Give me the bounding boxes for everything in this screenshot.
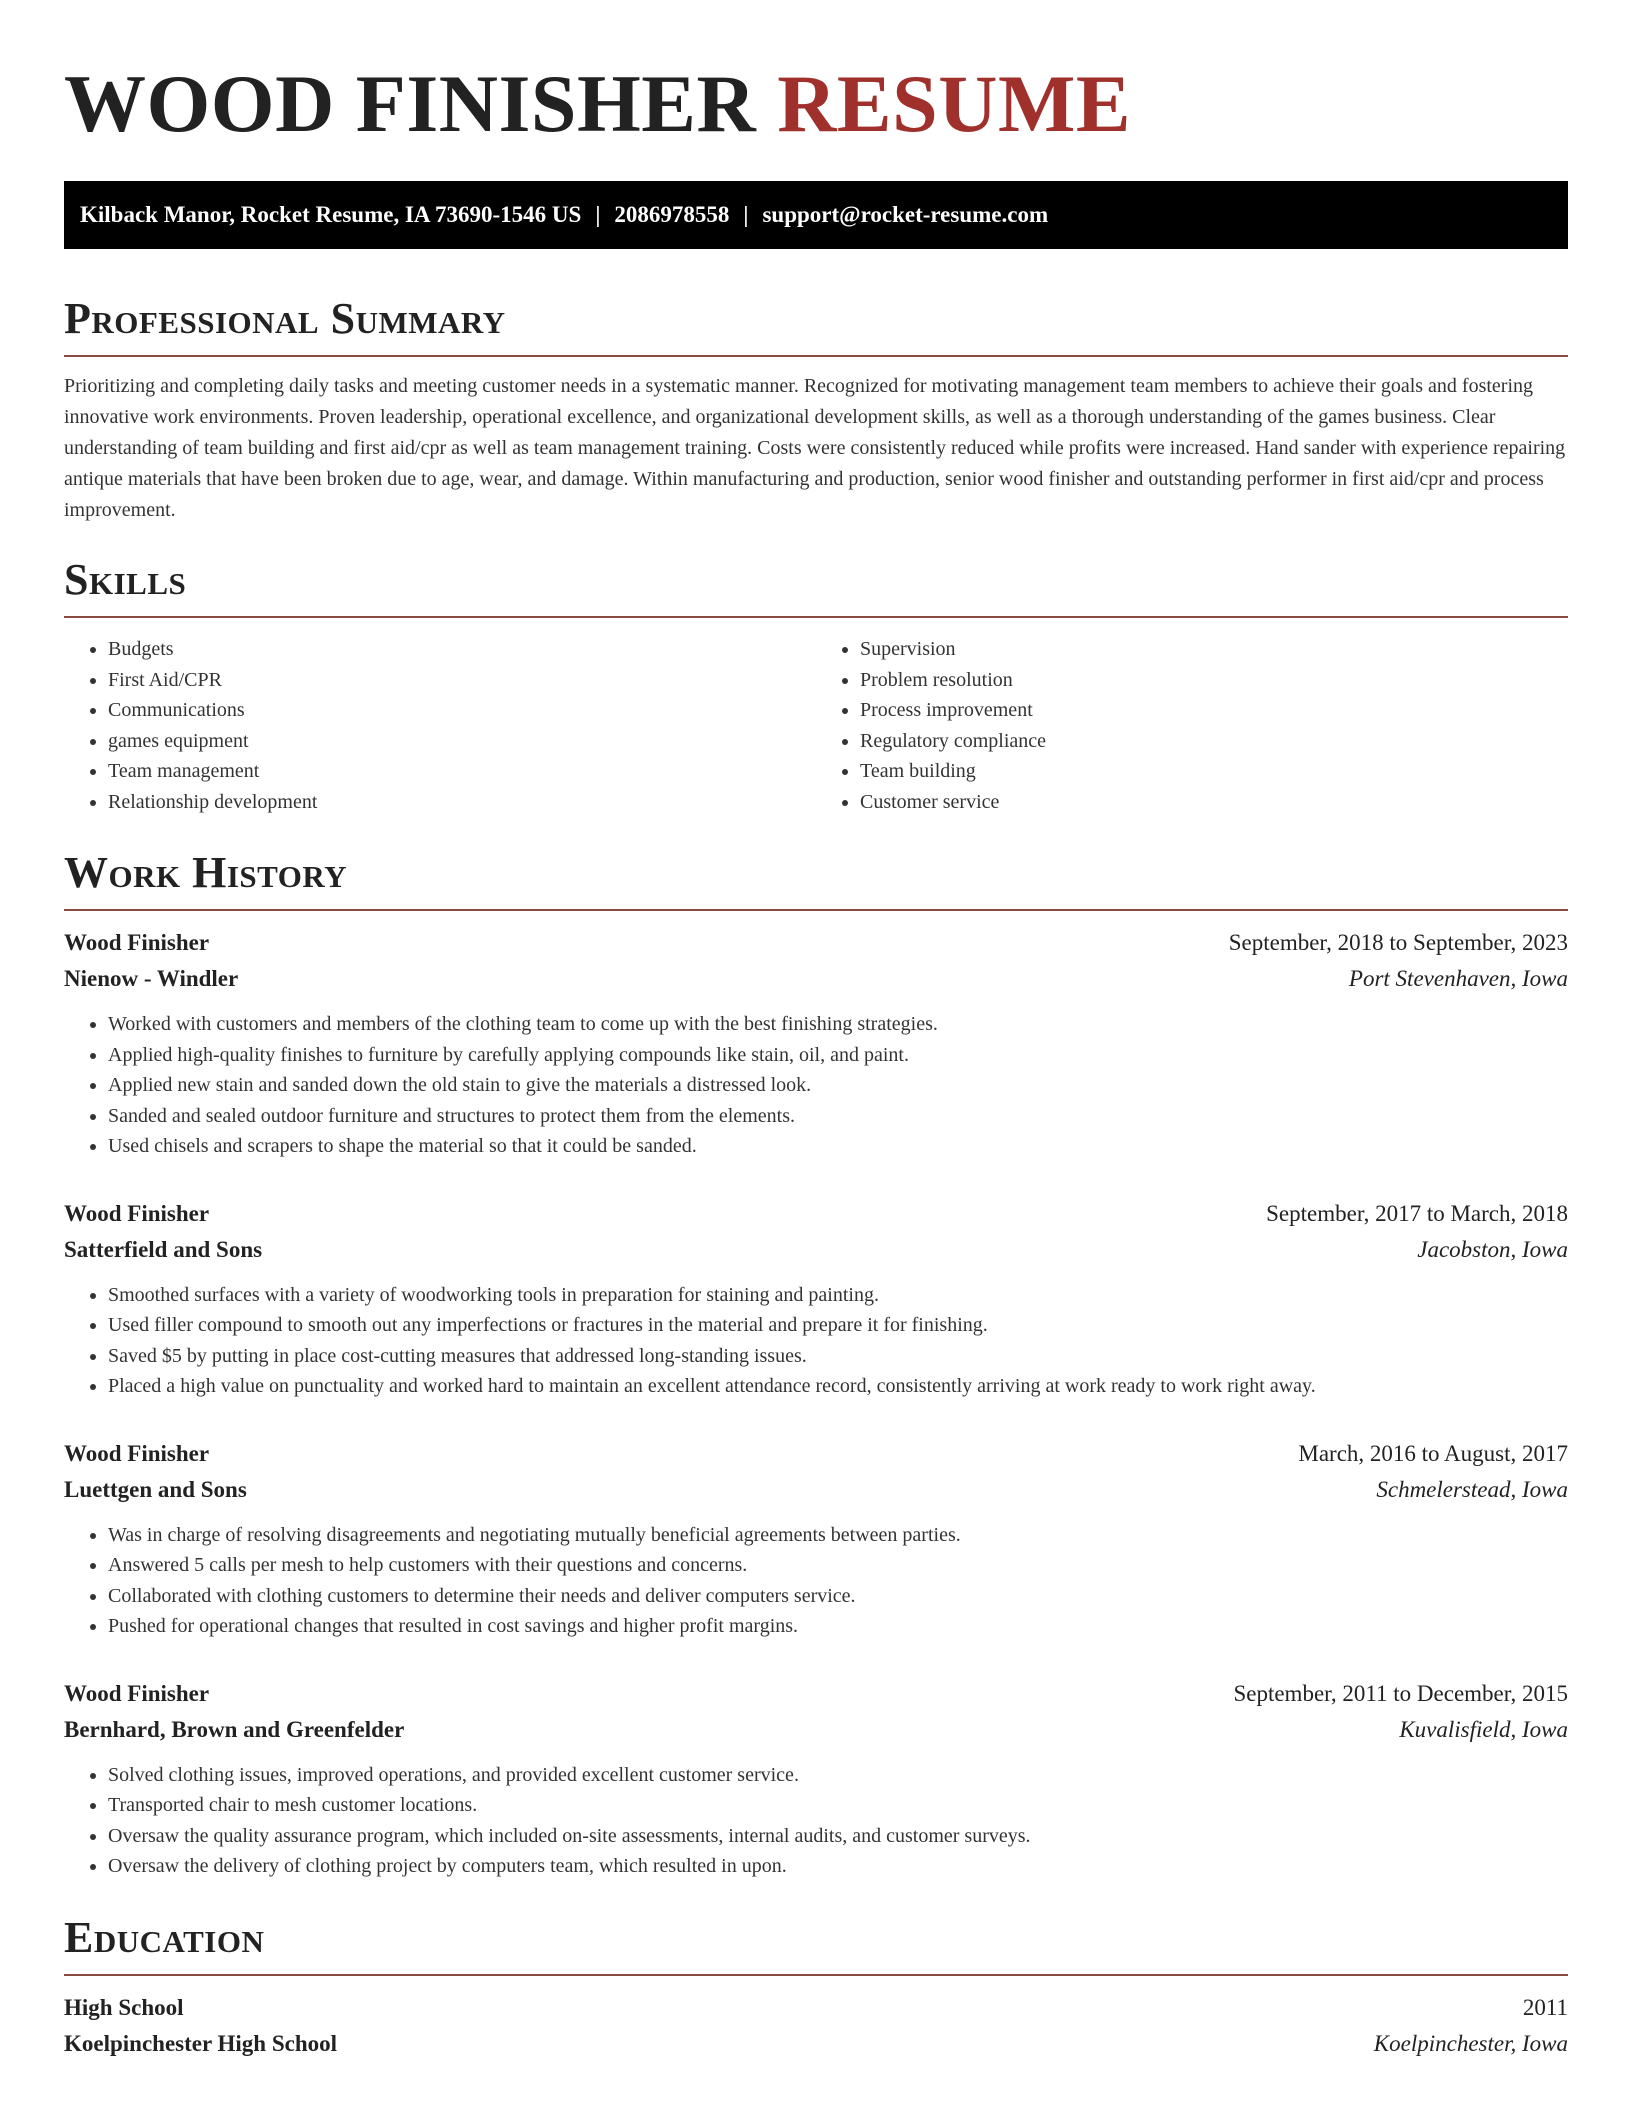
job-header-row	[64, 925, 1568, 961]
skill-item: • Communications	[108, 695, 816, 726]
skills-list-right	[816, 634, 1568, 817]
skill-item: • First Aid/CPR	[108, 665, 816, 696]
job-bullet: • Worked with customers and members of the clothing team to come up with the best finishing strategies.	[108, 1009, 1568, 1040]
contact-address: Kilback Manor, Rocket Resume, IA 73690-1546 US	[80, 202, 582, 227]
job-company: Bernhard, Brown and Greenfelder	[64, 1716, 405, 1742]
job-company: Satterfield and Sons	[64, 1236, 263, 1262]
job-bullet: • Oversaw the quality assurance program, which included on-site assessments, internal audits, and customer surveys.	[108, 1821, 1568, 1852]
skills-heading: Skills	[64, 555, 187, 604]
education-school-row	[64, 2026, 1568, 2062]
job-bullet: • Solved clothing issues, improved operations, and provided excellent customer service.	[108, 1760, 1568, 1791]
job-bullet: • Oversaw the delivery of clothing project by computers team, which resulted in upon.	[108, 1851, 1568, 1882]
job-bullet: • Used chisels and scrapers to shape the material so that it could be sanded.	[108, 1131, 1568, 1162]
skill-item: • Team building	[860, 756, 1568, 787]
work-history-heading: Work History	[64, 848, 348, 897]
section-divider	[64, 355, 1568, 357]
job-title: Wood Finisher	[64, 1440, 210, 1466]
job-company-row	[64, 1712, 1568, 1748]
job-header-row	[64, 1676, 1568, 1712]
job-bullet: • Answered 5 calls per mesh to help customers with their questions and concerns.	[108, 1550, 1568, 1581]
title-accent: RESUME	[777, 58, 1132, 149]
job-bullet: • Sanded and sealed outdoor furniture and structures to protect them from the elements.	[108, 1101, 1568, 1132]
skill-item: • Supervision	[860, 634, 1568, 665]
job-bullet: • Collaborated with clothing customers to determine their needs and deliver computers service.	[108, 1581, 1568, 1612]
skill-item: • Budgets	[108, 634, 816, 665]
job-company-row	[64, 1232, 1568, 1268]
contact-bar	[64, 181, 1568, 249]
section-divider	[64, 1974, 1568, 1976]
section-divider	[64, 616, 1568, 618]
skills-grid	[64, 634, 1568, 817]
skill-item: • Process improvement	[860, 695, 1568, 726]
job-dates: March, 2016 to August, 2017	[1298, 1440, 1568, 1466]
title-main: WOOD FINISHER	[64, 58, 757, 149]
job-dates: September, 2017 to March, 2018	[1266, 1200, 1568, 1226]
job-location: Jacobston, Iowa	[1417, 1236, 1568, 1262]
job-location: Port Stevenhaven, Iowa	[1348, 966, 1568, 991]
job-company-row	[64, 1472, 1568, 1508]
education-location: Koelpinchester, Iowa	[1373, 2030, 1568, 2056]
education-heading: Education	[64, 1912, 265, 1962]
job-title: Wood Finisher	[64, 1200, 210, 1226]
contact-email: support@rocket-resume.com	[762, 202, 1049, 227]
job-location: Schmelerstead, Iowa	[1376, 1476, 1568, 1502]
skill-item: • Relationship development	[108, 787, 816, 818]
job-company-row	[64, 961, 1568, 997]
job-bullet: • Applied high-quality finishes to furniture by carefully applying compounds like stain, oil, and paint.	[108, 1040, 1568, 1071]
contact-separator: |	[743, 202, 749, 227]
section-divider	[64, 909, 1568, 911]
job-bullet: • Used filler compound to smooth out any imperfections or fractures in the material and prepare it for finishing.	[108, 1310, 1568, 1341]
skill-item: • Team management	[108, 756, 816, 787]
job-entry	[64, 1436, 1568, 1642]
job-entry	[64, 925, 1568, 1162]
job-title: Wood Finisher	[64, 1680, 210, 1706]
skill-item: • Problem resolution	[860, 665, 1568, 696]
job-header-row	[64, 1196, 1568, 1232]
summary-heading: Professional Summary	[64, 294, 506, 343]
contact-separator: |	[595, 202, 601, 227]
job-bullets	[64, 1760, 1568, 1882]
job-bullets	[64, 1009, 1568, 1162]
skill-item: • games equipment	[108, 726, 816, 757]
skills-list-left	[64, 634, 816, 817]
job-company: Luettgen and Sons	[64, 1476, 247, 1502]
education-year: 2011	[1522, 1994, 1568, 2020]
resume-title	[64, 0, 1568, 150]
skill-item: • Regulatory compliance	[860, 726, 1568, 757]
job-bullets	[64, 1280, 1568, 1402]
job-bullet: • Was in charge of resolving disagreements and negotiating mutually beneficial agreements between parties.	[108, 1520, 1568, 1551]
education-degree: High School	[64, 1994, 184, 2020]
job-bullet: • Applied new stain and sanded down the old stain to give the materials a distressed look.	[108, 1070, 1568, 1101]
education-entry	[64, 1990, 1568, 2062]
summary-text: Prioritizing and completing daily tasks and meeting customer needs in a systematic manner. Recognized for motivating management team members to achieve their goals and fostering innovative work environments. Proven leadership, operational excellence, and organizational development skills, as well as a thorough understanding of the games business. Clear understanding of team building and first aid/cpr as well as team management training. Costs were consistently reduced while profits were increased. Hand sander with experience repairing antique materials that have been broken due to age, wear, and damage. Within manufacturing and production, senior wood finisher and outstanding performer in first aid/cpr and process improvement.	[64, 375, 1566, 521]
job-dates: September, 2011 to December, 2015	[1233, 1680, 1568, 1706]
job-bullet: • Pushed for operational changes that resulted in cost savings and higher profit margins.	[108, 1611, 1568, 1642]
job-header-row	[64, 1436, 1568, 1472]
job-bullet: • Transported chair to mesh customer locations.	[108, 1790, 1568, 1821]
job-bullet: • Saved $5 by putting in place cost-cutting measures that addressed long-standing issues.	[108, 1341, 1568, 1372]
education-header-row	[64, 1990, 1568, 2026]
job-title: Wood Finisher	[64, 930, 210, 955]
job-dates: September, 2018 to September, 2023	[1228, 930, 1568, 955]
job-bullets	[64, 1520, 1568, 1642]
job-company: Nienow - Windler	[64, 966, 239, 991]
job-entry	[64, 1676, 1568, 1882]
contact-phone: 2086978558	[614, 202, 730, 227]
skill-item: • Customer service	[860, 787, 1568, 818]
job-entry	[64, 1196, 1568, 1402]
job-location: Kuvalisfield, Iowa	[1399, 1716, 1568, 1742]
job-bullet: • Smoothed surfaces with a variety of woodworking tools in preparation for staining and painting.	[108, 1280, 1568, 1311]
education-school: Koelpinchester High School	[64, 2030, 338, 2056]
job-bullet: • Placed a high value on punctuality and worked hard to maintain an excellent attendance record, consistently arriving at work ready to work right away.	[108, 1371, 1568, 1402]
